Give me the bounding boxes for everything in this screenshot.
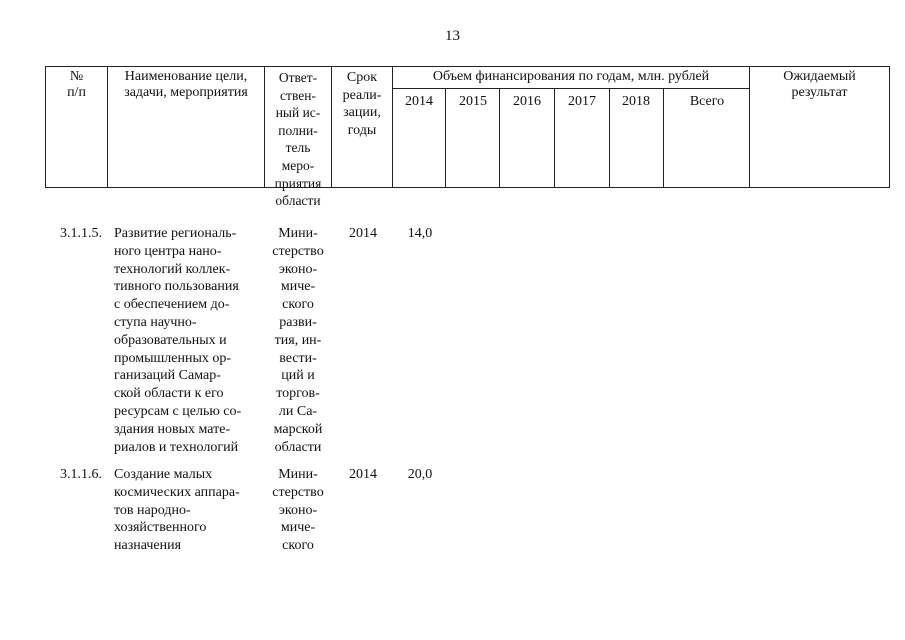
year-2014: 2014 [405, 94, 433, 109]
year-total: Всего [689, 94, 725, 109]
row-1-amount-2014: 14,0 [407, 226, 433, 241]
header-num: № п/п [67, 69, 86, 100]
divider [499, 88, 500, 188]
divider [445, 88, 446, 188]
row-2-amount-2014: 20,0 [407, 467, 433, 482]
divider [554, 88, 555, 188]
border-top [45, 66, 890, 67]
year-2018: 2018 [622, 94, 650, 109]
row-1-num: 3.1.1.5. [60, 226, 102, 241]
header-term: Срок реали- зации, годы [342, 70, 382, 138]
border-bottom [45, 187, 890, 188]
header-name: Наименование цели, задачи, мероприятия [124, 69, 248, 100]
border-right [889, 66, 890, 188]
row-1-name: Развитие региональ- ного центра нано- технологий коллек- тивного пользования с обеспечением до- ступа научно- образовательных и промышленных ор- ганизаций Самар- ской области к его ресурсам с целью со- здания новых мате- риалов и технологий [114, 226, 242, 455]
year-2015: 2015 [459, 94, 487, 109]
row-2-name: Создание малых космических аппара- тов народно- хозяйственного назначения [114, 467, 240, 554]
header-responsible: Ответ- ствен- ный ис- полни- тель меро- приятия области [274, 70, 322, 209]
row-2-responsible: Мини- стерство эконо- миче- ского [272, 467, 324, 554]
header-result: Ожидаемый результат [783, 69, 856, 100]
row-2-term: 2014 [349, 467, 377, 482]
table-header [45, 66, 890, 209]
divider [663, 88, 664, 188]
page-number: 13 [445, 28, 460, 44]
row-1-term: 2014 [349, 226, 377, 241]
row-1-responsible: Мини- стерство эконо- миче- ского разви- тия, ин- вести- ций и торгов- ли Са- марской области [272, 226, 324, 455]
row-2-num: 3.1.1.6. [60, 467, 102, 482]
divider [609, 88, 610, 188]
year-2016: 2016 [513, 94, 541, 109]
header-funding: Объем финансирования по годам, млн. рублей [432, 69, 710, 84]
year-2017: 2017 [568, 94, 596, 109]
